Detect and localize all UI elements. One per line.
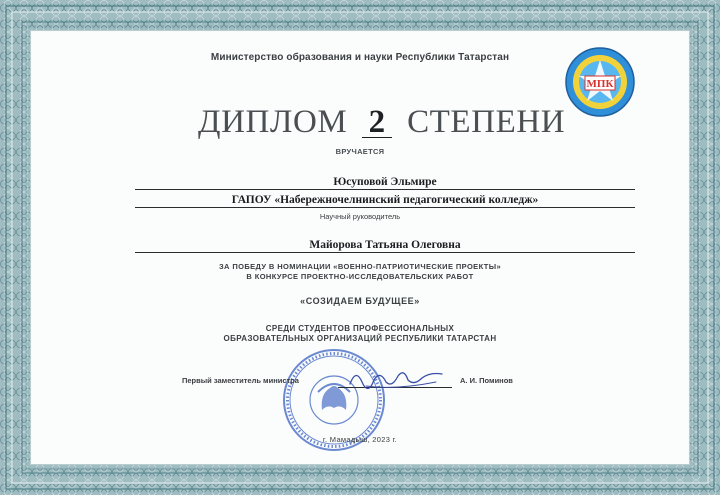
- supervisor-name: Майорова Татьяна Олеговна: [135, 239, 635, 253]
- college-logo-emblem: [564, 46, 636, 118]
- diploma-title: [198, 104, 565, 141]
- nomination-line-2: В КОНКУРСЕ ПРОЕКТНО-ИССЛЕДОВАТЕЛЬСКИХ РАБОТ: [246, 272, 474, 281]
- awarded-label: ВРУЧАЕТСЯ: [335, 147, 385, 156]
- place-and-date: г. Мамадыш, 2023 г.: [322, 435, 398, 444]
- contest-name: «СОЗИДАЕМ БУДУЩЕЕ»: [300, 296, 420, 306]
- recipient-name: Юсуповой Эльмире: [135, 176, 635, 190]
- certificate-body: [30, 30, 690, 465]
- degree-number: 2: [362, 107, 392, 138]
- title-word-diploma: ДИПЛОМ: [198, 104, 348, 140]
- supervisor-label: Научный руководитель: [319, 212, 401, 221]
- logo-letters: МПК: [586, 78, 614, 90]
- handwritten-signature: [346, 364, 446, 392]
- ministry-heading: Министерство образования и науки Республики Татарстан: [210, 52, 510, 63]
- nomination-line-1: ЗА ПОБЕДУ В НОМИНАЦИИ «ВОЕННО-ПАТРИОТИЧЕСКИЕ ПРОЕКТЫ»: [218, 262, 502, 271]
- recipient-organization: ГАПОУ «Набережночелнинский педагогический колледж»: [135, 194, 635, 208]
- participants-line-2: ОБРАЗОВАТЕЛЬНЫХ ОРГАНИЗАЦИЙ РЕСПУБЛИКИ ТАТАРСТАН: [223, 334, 497, 343]
- signer-position: Первый заместитель министра: [182, 376, 299, 385]
- signer-name: А. И. Поминов: [460, 376, 513, 385]
- title-word-degree: СТЕПЕНИ: [407, 104, 566, 140]
- participants-line-1: СРЕДИ СТУДЕНТОВ ПРОФЕССИОНАЛЬНЫХ: [265, 324, 455, 333]
